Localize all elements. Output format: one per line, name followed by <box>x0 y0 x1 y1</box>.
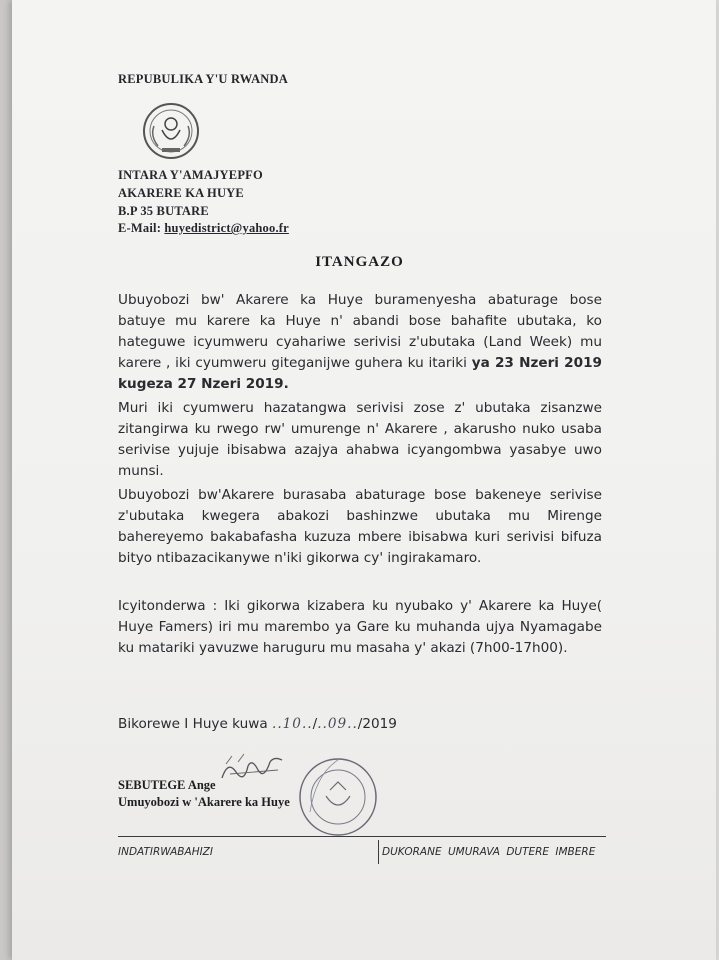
signature-icon <box>218 752 288 786</box>
header-po-box: B.P 35 BUTARE <box>118 204 209 218</box>
signer-name: SEBUTEGE Ange <box>118 778 216 792</box>
date-day: ..10.. <box>272 716 313 732</box>
document-title: ITANGAZO <box>315 254 404 270</box>
date-month: ..09.. <box>317 716 358 732</box>
paragraph-announcement <box>118 290 602 395</box>
paragraph-1-text: Ubuyobozi bw' Akarere ka Huye buramenyesha abaturage bose batuye mu karere ka Huye n' abandi bose bahafite ubutaka, ko hateguwe icyumweru cyahariwe serivisi z'ubutaka (Land Week) mu karere , iki cyumweru giteganijwe guhera ku itariki <box>118 292 602 371</box>
footer-divider-line <box>118 836 606 837</box>
footer-left-motto: INDATIRWABAHIZI <box>118 846 213 858</box>
footer-vertical-divider <box>378 840 379 864</box>
signer-title: Umuyobozi w 'Akarere ka Huye <box>118 795 290 809</box>
paragraph-services: Muri iki cyumweru hazatangwa serivisi zose z' ubutaka zisanzwe zitangirwa ku rwego rw' umurenge n' Akarere , akarusho nuko usaba serivise yujuje ibisabwa azajya ahabwa icyangombwa yasabye uwo munsi. <box>118 400 602 479</box>
header-email <box>118 221 289 236</box>
paragraph-request: Ubuyobozi bw'Akarere burasaba abaturage bose bakeneye serivise z'ubutaka kwegera abakozi bashinzwe ubutaka mu Mirenge bahereyemo bakabafasha kuzuza mbere ibisabwa kuri serivisi bifuza bityo ntibazacikanywe n'iki gikorwa cy' ingirakamaro. <box>118 487 602 566</box>
header-district: AKARERE KA HUYE <box>118 186 244 200</box>
date-prefix: Bikorewe I Huye kuwa <box>118 716 272 732</box>
date-line <box>118 716 397 732</box>
email-label: E-Mail: <box>118 221 162 235</box>
date-year: /2019 <box>357 716 397 732</box>
footer-right-motto: DUKORANE UMURAVA DUTERE IMBERE <box>382 846 596 858</box>
paragraph-note <box>118 596 602 659</box>
note-text: : Iki gikorwa kizabera ku nyubako y' Akarere ka Huye( Huye Famers) iri mu marembo ya Gare ku muhanda ujya Nyamagabe ku matariki yavuzwe haruguru mu masaha y' akazi (7h00-17h00). <box>118 598 602 656</box>
note-label: Icyitonderwa <box>118 598 206 614</box>
header-province: INTARA Y'AMAJYEPFO <box>118 168 263 182</box>
paragraph-1-dates: ya 23 Nzeri 2019 kugeza 27 Nzeri 2019. <box>118 355 602 392</box>
date-sep: / <box>312 716 318 732</box>
official-stamp-icon <box>296 752 380 842</box>
header-country: REPUBULIKA Y'U RWANDA <box>118 72 288 86</box>
email-link[interactable]: huyedistrict@yahoo.fr <box>164 221 289 235</box>
rwanda-coat-of-arms-icon <box>140 100 202 162</box>
scan-edge <box>0 0 12 960</box>
